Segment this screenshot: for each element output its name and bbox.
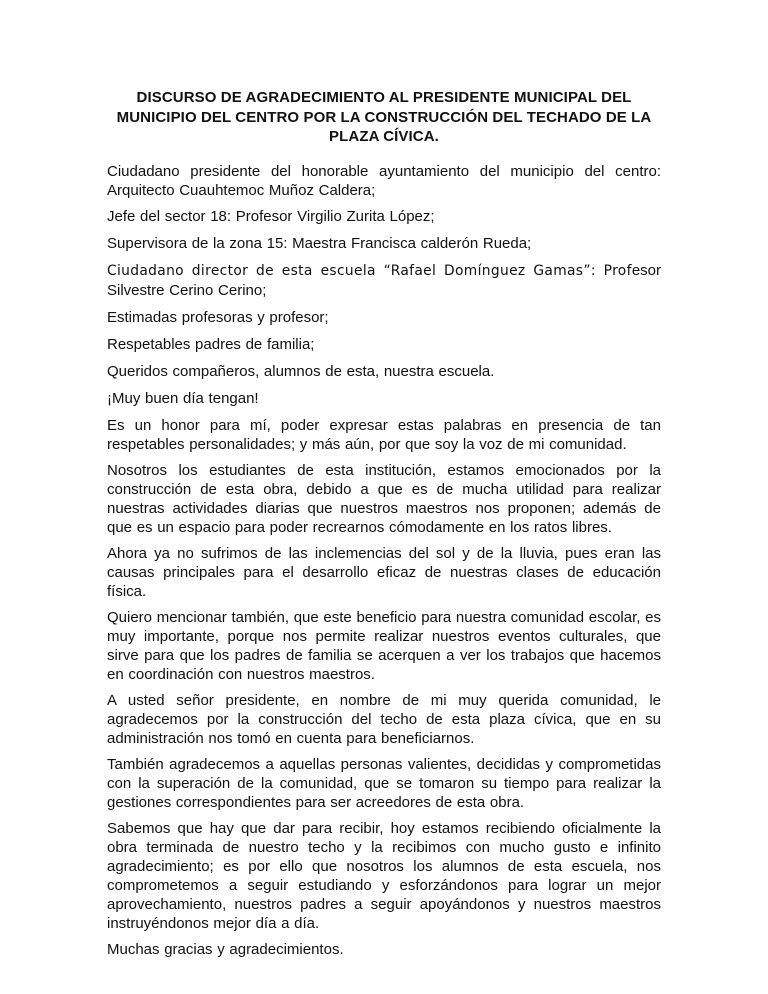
paragraph-students-excited: Nosotros los estudiantes de esta institución, estamos emocionados por la construcción de esta obra, debido a que es de mucha utilidad para realizar nuestras actividades diarias que nuestros maestros nos proponen; además de que es un espacio para poder recrearnos cómodamente en los ratos libres. <box>107 461 661 536</box>
title-line-3: PLAZA CÍVICA. <box>329 128 439 145</box>
paragraph-salutation-president: Ciudadano presidente del honorable ayuntamiento del municipio del centro: Arquitecto Cuauhtemoc Muñoz Caldera; <box>107 162 661 199</box>
document-page <box>107 88 661 966</box>
paragraph-thanks-president: A usted señor presidente, en nombre de mi muy querida comunidad, le agradecemos por la construcción del techo de esta plaza cívica, que en su administración nos tomó en cuenta para beneficiarnos. <box>107 691 661 747</box>
paragraph-salutation-teachers: Estimadas profesoras y profesor; <box>107 308 329 326</box>
paragraph-salutation-sector-chief: Jefe del sector 18: Profesor Virgilio Zurita López; <box>107 207 435 225</box>
paragraph-greeting: ¡Muy buen día tengan! <box>107 389 259 407</box>
paragraph-salutation-director <box>107 261 661 301</box>
document-title <box>107 88 661 147</box>
paragraph-salutation-parents: Respetables padres de familia; <box>107 335 315 353</box>
paragraph-salutation-supervisor: Supervisora de la zona 15: Maestra Francisca calderón Rueda; <box>107 234 532 252</box>
director-text-part-2: esor Silvestre Cerino Cerino; <box>107 261 661 299</box>
paragraph-closing: Muchas gracias y agradecimientos. <box>107 940 344 958</box>
title-line-1: DISCURSO DE AGRADECIMIENTO AL PRESIDENTE MUNICIPAL DEL <box>136 89 632 106</box>
paragraph-no-more-weather: Ahora ya no sufrimos de las inclemencias del sol y de la lluvia, pues eran las causas principales para el desarrollo eficaz de nuestras clases de educación física. <box>107 544 661 600</box>
paragraph-honor: Es un honor para mí, poder expresar estas palabras en presencia de tan respetables personalidades; y más aún, por que soy la voz de mi comunidad. <box>107 416 661 453</box>
title-line-2: MUNICIPIO DEL CENTRO POR LA CONSTRUCCIÓN DEL TECHADO DE LA <box>116 108 652 126</box>
paragraph-commitment: Sabemos que hay que dar para recibir, hoy estamos recibiendo oficialmente la obra terminada de nuestro techo y la recibimos con mucho gusto e infinito agradecimiento; es por ello que nosotros los alumnos de esta escuela, nos comprometemos a seguir estudiando y esforzándonos para lograr un mejor aprovechamiento, nuestros padres a seguir apoyándonos y nuestros maestros instruyéndonos mejor día a día. <box>107 819 661 932</box>
paragraph-benefit: Quiero mencionar también, que este beneficio para nuestra comunidad escolar, es muy importante, porque nos permite realizar nuestros eventos culturales, que sirve para que los padres de familia se acerquen a ver los trabajos que hacemos en coordinación con nuestros maestros. <box>107 608 661 683</box>
paragraph-thanks-people: También agradecemos a aquellas personas valientes, decididas y comprometidas con la superación de la comunidad, que se tomaron su tiempo para realizar la gestiones correspondientes para ser acreedores de esta obra. <box>107 755 661 811</box>
paragraph-salutation-classmates: Queridos compañeros, alumnos de esta, nuestra escuela. <box>107 362 495 380</box>
director-text-part-1: Ciudadano director de esta escuela “Rafael Domínguez Gamas”: Prof <box>107 262 632 279</box>
